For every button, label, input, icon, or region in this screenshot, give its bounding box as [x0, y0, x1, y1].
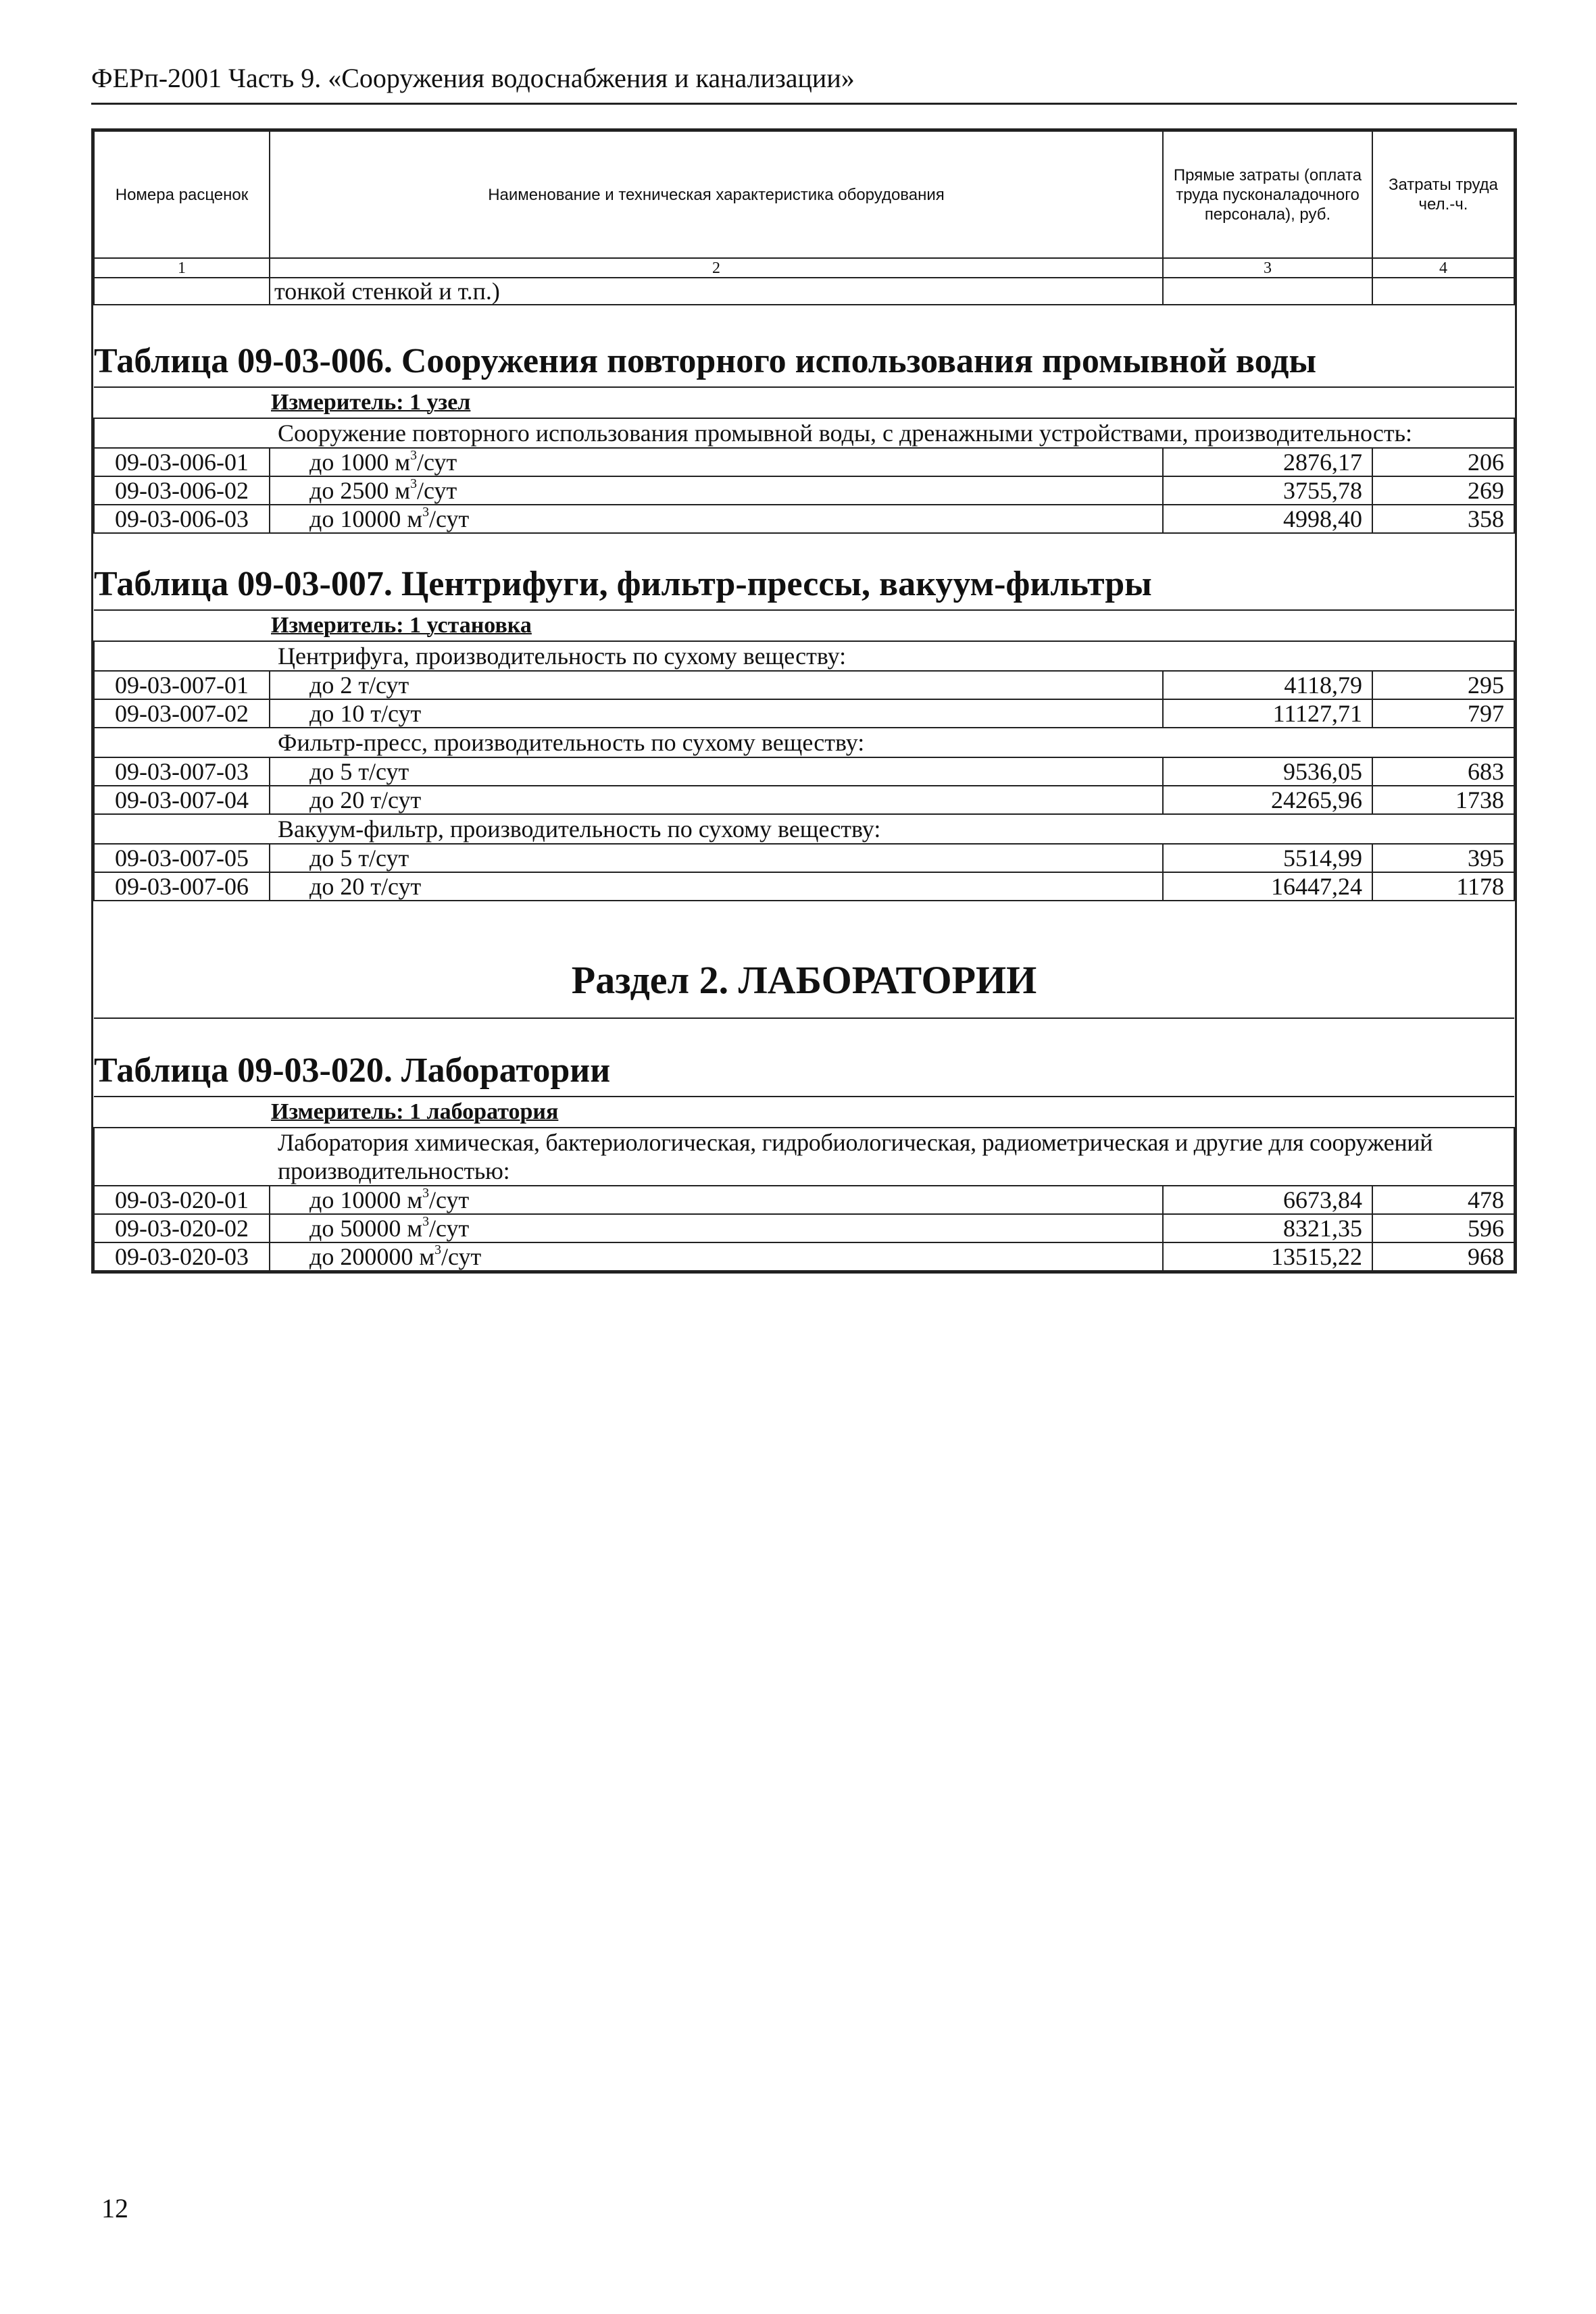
code-cell [94, 641, 270, 671]
rates-document [91, 128, 1517, 1274]
table-title: Таблица 09-03-007. Центрифуги, фильтр-прессы, вакуум-фильтры [94, 533, 1514, 610]
rate-labor: 1178 [1372, 872, 1514, 901]
rate-cost: 4118,79 [1163, 671, 1372, 699]
rate-code: 09-03-020-02 [94, 1214, 270, 1242]
rate-name: до 5 т/сут [270, 844, 1163, 872]
rate-labor: 797 [1372, 699, 1514, 728]
rate-code: 09-03-007-03 [94, 757, 270, 786]
table-row [94, 786, 1514, 814]
group-label: Сооружение повторного использования промывной воды, с дренажными устройствами, производительность: [270, 418, 1514, 448]
column-header-codes: Номера расценок [94, 131, 270, 258]
rate-code: 09-03-007-04 [94, 786, 270, 814]
rate-labor: 968 [1372, 1242, 1514, 1271]
code-cell [94, 278, 270, 305]
measure-unit: Измеритель: 1 лаборатория [94, 1097, 1514, 1128]
measure-row [94, 387, 1514, 418]
rate-code: 09-03-007-05 [94, 844, 270, 872]
rate-code: 09-03-020-01 [94, 1186, 270, 1214]
rate-cost: 4998,40 [1163, 505, 1372, 533]
rate-labor: 1738 [1372, 786, 1514, 814]
table-row [94, 671, 1514, 699]
measure-unit: Измеритель: 1 установка [94, 610, 1514, 641]
rate-name: до 20 т/сут [270, 872, 1163, 901]
column-number: 3 [1163, 258, 1372, 278]
rate-name: до 1000 $м^3$/сут [270, 448, 1163, 476]
section-title: Раздел 2. ЛАБОРАТОРИИ [94, 901, 1514, 1018]
section-title-row [94, 901, 1514, 1018]
rate-cost: 16447,24 [1163, 872, 1372, 901]
rate-code: 09-03-006-03 [94, 505, 270, 533]
continuation-row [94, 278, 1514, 305]
table-row [94, 699, 1514, 728]
rate-cost: 13515,22 [1163, 1242, 1372, 1271]
table-row [94, 1214, 1514, 1242]
rate-name: до 10 т/сут [270, 699, 1163, 728]
rate-labor: 395 [1372, 844, 1514, 872]
rate-labor: 269 [1372, 476, 1514, 505]
column-header-direct-costs: Прямые затраты (оплата труда пусконаладочного персонала), руб. [1163, 131, 1372, 258]
rate-name: до 20 т/сут [270, 786, 1163, 814]
rate-cost: 2876,17 [1163, 448, 1372, 476]
group-row [94, 418, 1514, 448]
rate-cost: 24265,96 [1163, 786, 1372, 814]
rate-code: 09-03-007-06 [94, 872, 270, 901]
table-row [94, 1186, 1514, 1214]
rate-cost: 11127,71 [1163, 699, 1372, 728]
table-row [94, 476, 1514, 505]
column-number: 4 [1372, 258, 1514, 278]
code-cell [94, 814, 270, 844]
group-label-line: Лаборатория химическая, бактериологическая, гидробиологическая, радиометрическая и другие для сооружений [278, 1129, 1433, 1156]
rate-name: до 10000 $м^3$/сут [270, 1186, 1163, 1214]
measure-unit: Измеритель: 1 узел [94, 387, 1514, 418]
group-row [94, 728, 1514, 757]
table-title: Таблица 09-03-020. Лаборатории [94, 1018, 1514, 1097]
running-header: ФЕРп-2001 Часть 9. «Сооружения водоснабжения и канализации» [91, 63, 855, 93]
group-label [270, 1128, 1514, 1186]
rate-labor: 358 [1372, 505, 1514, 533]
group-label: Центрифуга, производительность по сухому веществу: [270, 641, 1514, 671]
column-number: 2 [270, 258, 1163, 278]
cost-cell [1163, 278, 1372, 305]
rate-name: до 2 т/сут [270, 671, 1163, 699]
rate-name: до 5 т/сут [270, 757, 1163, 786]
rate-code: 09-03-006-02 [94, 476, 270, 505]
group-row [94, 1128, 1514, 1186]
rate-cost: 3755,78 [1163, 476, 1372, 505]
column-header-labor: Затраты труда чел.-ч. [1372, 131, 1514, 258]
column-number: 1 [94, 258, 270, 278]
column-number-row [94, 258, 1514, 278]
column-header-row [94, 131, 1514, 258]
rates-table [93, 130, 1515, 1272]
code-cell [94, 418, 270, 448]
rate-cost: 6673,84 [1163, 1186, 1372, 1214]
rate-code: 09-03-007-01 [94, 671, 270, 699]
group-label-line: производительностью: [278, 1157, 510, 1184]
rate-labor: 683 [1372, 757, 1514, 786]
measure-row [94, 610, 1514, 641]
rate-labor: 596 [1372, 1214, 1514, 1242]
table-row [94, 1242, 1514, 1271]
rate-labor: 478 [1372, 1186, 1514, 1214]
measure-row [94, 1097, 1514, 1128]
code-cell [94, 1128, 270, 1186]
labor-cell [1372, 278, 1514, 305]
column-header-name: Наименование и техническая характеристика оборудования [270, 131, 1163, 258]
rate-labor: 206 [1372, 448, 1514, 476]
rate-name: до 10000 $м^3$/сут [270, 505, 1163, 533]
rate-name: до 2500 $м^3$/сут [270, 476, 1163, 505]
group-row [94, 814, 1514, 844]
rate-labor: 295 [1372, 671, 1514, 699]
rate-code: 09-03-007-02 [94, 699, 270, 728]
table-title: Таблица 09-03-006. Сооружения повторного использования промывной воды [94, 305, 1514, 387]
table-title-row [94, 533, 1514, 610]
rate-name: до 200000 $м^3$/сут [270, 1242, 1163, 1271]
rate-cost: 5514,99 [1163, 844, 1372, 872]
table-title-row [94, 305, 1514, 387]
group-row [94, 641, 1514, 671]
continuation-text: тонкой стенкой и т.п.) [270, 278, 1163, 305]
rate-name: до 50000 $м^3$/сут [270, 1214, 1163, 1242]
header-rule [91, 103, 1517, 105]
rate-code: 09-03-020-03 [94, 1242, 270, 1271]
table-row [94, 505, 1514, 533]
code-cell [94, 728, 270, 757]
page-number: 12 [101, 2193, 128, 2223]
table-row [94, 757, 1514, 786]
table-title-row [94, 1018, 1514, 1097]
group-label: Фильтр-пресс, производительность по сухому веществу: [270, 728, 1514, 757]
table-row [94, 844, 1514, 872]
rate-cost: 9536,05 [1163, 757, 1372, 786]
rate-cost: 8321,35 [1163, 1214, 1372, 1242]
rate-code: 09-03-006-01 [94, 448, 270, 476]
group-label: Вакуум-фильтр, производительность по сухому веществу: [270, 814, 1514, 844]
table-row [94, 448, 1514, 476]
table-row [94, 872, 1514, 901]
